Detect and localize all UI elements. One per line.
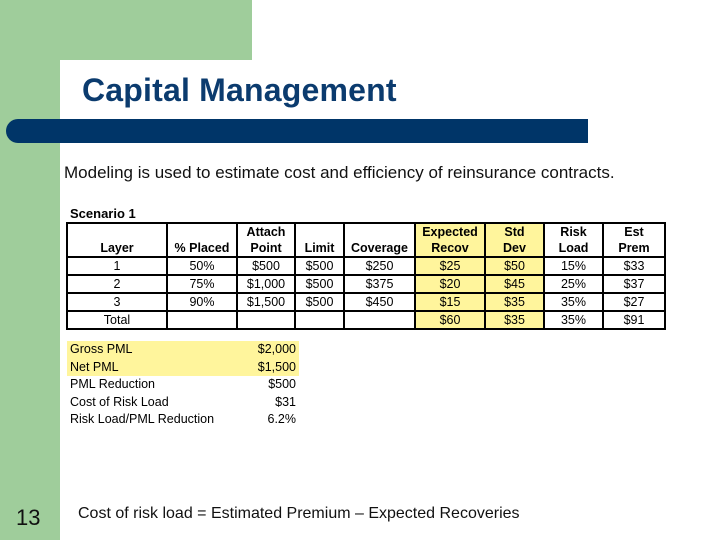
summary-row	[67, 394, 299, 412]
cell-limit: $500	[295, 293, 344, 311]
cell-est: $33	[603, 257, 665, 275]
cell-total-risk: 35%	[544, 311, 603, 329]
header-std-dev: Std Dev	[485, 223, 544, 257]
summary-label: Risk Load/PML Reduction	[70, 412, 215, 427]
cell-total-expected: $60	[415, 311, 485, 329]
summary-value: $1,500	[241, 359, 299, 377]
scenario-table	[66, 222, 666, 330]
cell-risk: 25%	[544, 275, 603, 293]
top-band	[0, 0, 252, 60]
table-row	[67, 257, 665, 275]
cell-std: $35	[485, 293, 544, 311]
cell-empty	[237, 311, 295, 329]
cell-empty	[295, 311, 344, 329]
cell-placed: 75%	[167, 275, 237, 293]
summary-label: Gross PML	[67, 341, 241, 359]
cell-placed: 50%	[167, 257, 237, 275]
summary-value: $500	[268, 377, 296, 392]
title-underline-bar	[6, 119, 588, 143]
header-attach-point: Attach Point	[237, 223, 295, 257]
header-limit: Limit	[295, 223, 344, 257]
cell-risk: 15%	[544, 257, 603, 275]
summary-table	[67, 341, 299, 429]
cell-attach: $500	[237, 257, 295, 275]
summary-row	[67, 341, 299, 359]
header-coverage: Coverage	[344, 223, 415, 257]
table-header-row	[67, 223, 665, 257]
table-row	[67, 293, 665, 311]
cell-expected: $15	[415, 293, 485, 311]
cell-coverage: $450	[344, 293, 415, 311]
cell-std: $45	[485, 275, 544, 293]
cell-attach: $1,000	[237, 275, 295, 293]
cell-attach: $1,500	[237, 293, 295, 311]
cell-limit: $500	[295, 275, 344, 293]
slide-title: Capital Management	[82, 72, 397, 108]
cell-empty	[344, 311, 415, 329]
footnote: Cost of risk load = Estimated Premium – Expected Recoveries	[78, 505, 520, 522]
cell-est: $37	[603, 275, 665, 293]
header-expected-recov: Expected Recov	[415, 223, 485, 257]
page-number: 13	[16, 505, 41, 530]
summary-label: Net PML	[67, 359, 241, 377]
cell-empty	[167, 311, 237, 329]
header-est-prem: Est Prem	[603, 223, 665, 257]
cell-est: $27	[603, 293, 665, 311]
summary-value: 6.2%	[267, 412, 296, 427]
cell-expected: $20	[415, 275, 485, 293]
summary-label: PML Reduction	[70, 377, 155, 392]
cell-placed: 90%	[167, 293, 237, 311]
summary-value: $31	[275, 394, 296, 409]
header-risk-load: Risk Load	[544, 223, 603, 257]
cell-total-std: $35	[485, 311, 544, 329]
cell-std: $50	[485, 257, 544, 275]
cell-risk: 35%	[544, 293, 603, 311]
cell-total-label: Total	[67, 311, 167, 329]
summary-row	[67, 411, 299, 429]
summary-row	[67, 376, 299, 394]
summary-label: Cost of Risk Load	[70, 394, 169, 409]
sidebar-band	[0, 0, 60, 540]
scenario-label: Scenario 1	[70, 206, 136, 221]
cell-limit: $500	[295, 257, 344, 275]
cell-layer: 2	[67, 275, 167, 293]
cell-expected: $25	[415, 257, 485, 275]
header-placed: % Placed	[167, 223, 237, 257]
cell-layer: 3	[67, 293, 167, 311]
cell-coverage: $250	[344, 257, 415, 275]
summary-value: $2,000	[241, 341, 299, 359]
header-layer: Layer	[67, 223, 167, 257]
cell-coverage: $375	[344, 275, 415, 293]
table-total-row	[67, 311, 665, 329]
table-row	[67, 275, 665, 293]
cell-layer: 1	[67, 257, 167, 275]
cell-total-est: $91	[603, 311, 665, 329]
summary-row	[67, 359, 299, 377]
slide-subtitle: Modeling is used to estimate cost and efficiency of reinsurance contracts.	[64, 163, 615, 182]
